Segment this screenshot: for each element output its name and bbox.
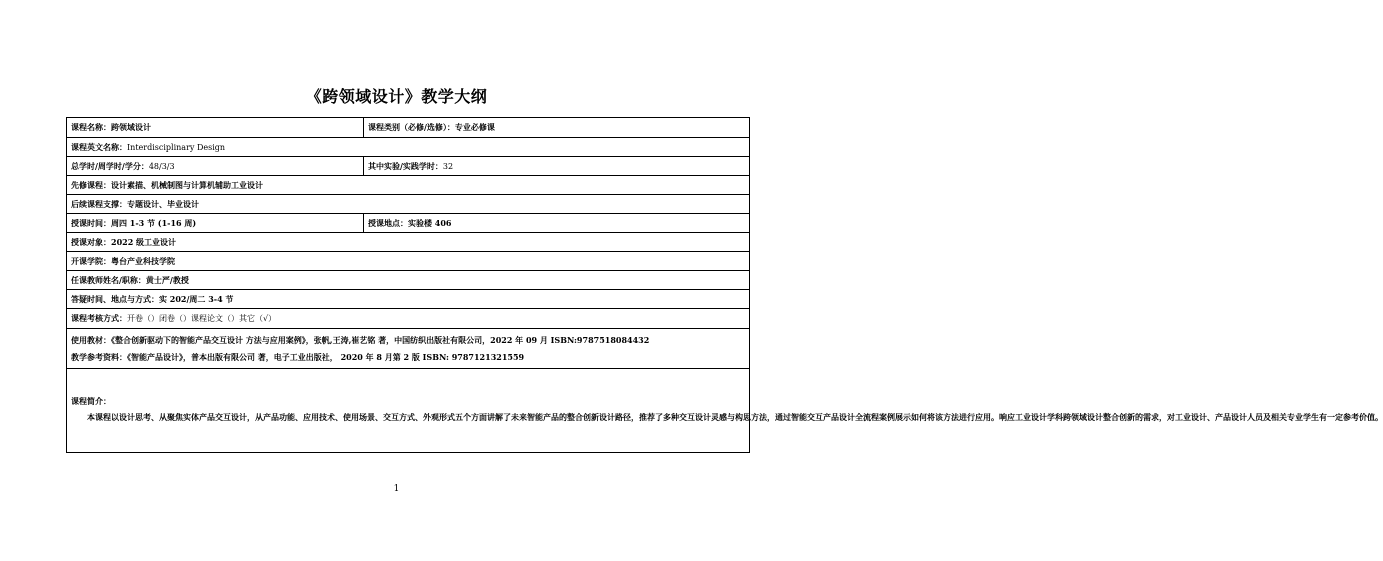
row-audience bbox=[67, 233, 750, 252]
audience-value: 2022 级工业设计 bbox=[111, 236, 177, 247]
place-label: 授课地点： bbox=[368, 217, 408, 228]
intro-cell bbox=[67, 369, 1383, 453]
teacher-cell bbox=[67, 271, 750, 290]
materials-cell bbox=[67, 329, 750, 369]
place-value: 实验楼 406 bbox=[408, 217, 452, 228]
row-materials bbox=[67, 329, 750, 369]
textbook-value: 《整合创新驱动下的智能产品交互设计 方法与应用案例》，张帆,王涛,崔艺铭 著，中国纺织出版社有限公司，2022 年 09 月 ISBN:9787518084432 bbox=[111, 334, 650, 345]
course-outline-table bbox=[66, 117, 1383, 453]
intro-text: 本课程以设计思考、从聚焦实体产品交互设计，从产品功能、应用技术、使用场景、交互方式、外观形式五个方面讲解了未来智能产品的整合创新设计路径，推荐了多种交互设计灵感与构思方法，通过智能交互产品设计全流程案例展示如何将该方法进行应用。响应工业设计学科跨领域设计整合创新的需求，对工业设计、产品设计人员及相关专业学生有一定参考价值。 bbox=[87, 412, 1383, 422]
row-qa bbox=[67, 290, 750, 309]
college-value: 粤台产业科技学院 bbox=[111, 255, 175, 266]
time-label: 授课时间： bbox=[71, 217, 111, 228]
audience-label: 授课对象： bbox=[71, 236, 111, 247]
prereq-cell bbox=[67, 176, 750, 195]
course-name-label: 课程名称： bbox=[71, 122, 111, 132]
textbook-label: 使用教材： bbox=[71, 334, 111, 345]
row-college bbox=[67, 252, 750, 271]
followup-value: 专题设计、毕业设计 bbox=[127, 198, 199, 209]
qa-value: 实 202/周二 3-4 节 bbox=[159, 293, 234, 304]
place-cell bbox=[364, 214, 750, 233]
qa-cell bbox=[67, 290, 750, 309]
hours-cell bbox=[67, 157, 364, 176]
document-title: 《跨领域设计》教学大纲 bbox=[305, 87, 488, 106]
followup-label: 后续课程支撑： bbox=[71, 198, 127, 209]
followup-cell bbox=[67, 195, 750, 214]
college-cell bbox=[67, 252, 750, 271]
prereq-value: 设计素描、机械制图与计算机辅助工业设计 bbox=[111, 179, 263, 190]
row-english-name bbox=[67, 138, 750, 157]
row-hours bbox=[67, 157, 750, 176]
reference-value: 《智能产品设计》，普本出版有限公司 著，电子工业出版社， 2020 年 8 月第 2 版 ISBN: 9787121321559 bbox=[127, 351, 525, 362]
intro-label: 课程简介： bbox=[71, 396, 111, 406]
row-prereq bbox=[67, 176, 750, 195]
prereq-label: 先修课程： bbox=[71, 179, 111, 190]
exam-cell bbox=[67, 309, 750, 329]
teacher-value: 黄士严/教授 bbox=[145, 274, 189, 285]
exam-value: 开卷（）闭卷（）课程论文（）其它（√） bbox=[127, 314, 277, 323]
english-name-value: Interdisciplinary Design bbox=[127, 142, 226, 152]
lab-hours-cell bbox=[364, 157, 750, 176]
course-name-cell bbox=[67, 118, 364, 138]
hours-value: 48/3/3 bbox=[148, 161, 175, 171]
qa-label: 答疑时间、地点与方式： bbox=[71, 293, 159, 304]
lab-hours-value: 32 bbox=[442, 161, 454, 171]
row-intro bbox=[67, 369, 750, 453]
course-type-value: 专业必修课 bbox=[454, 122, 495, 132]
college-label: 开课学院： bbox=[71, 255, 111, 266]
teacher-label: 任课教师姓名/职称： bbox=[71, 274, 146, 285]
row-course-name bbox=[67, 118, 750, 138]
course-type-label: 课程类别（必修/选修）： bbox=[368, 122, 455, 132]
exam-label: 课程考核方式： bbox=[71, 313, 127, 323]
english-name-label: 课程英文名称： bbox=[71, 141, 127, 152]
row-exam bbox=[67, 309, 750, 329]
row-time-place bbox=[67, 214, 750, 233]
lab-hours-label: 其中实验/实践学时： bbox=[368, 160, 443, 171]
reference-label: 教学参考资料： bbox=[71, 351, 127, 362]
english-name-cell bbox=[67, 138, 750, 157]
page-number: 1 bbox=[393, 484, 400, 494]
course-name-value: 跨领域设计 bbox=[111, 122, 151, 132]
row-followup bbox=[67, 195, 750, 214]
hours-label: 总学时/周学时/学分： bbox=[71, 160, 149, 171]
row-teacher bbox=[67, 271, 750, 290]
time-cell bbox=[67, 214, 364, 233]
time-value: 周四 1-3 节 (1-16 周) bbox=[111, 217, 197, 228]
audience-cell bbox=[67, 233, 750, 252]
course-type-cell bbox=[364, 118, 750, 138]
